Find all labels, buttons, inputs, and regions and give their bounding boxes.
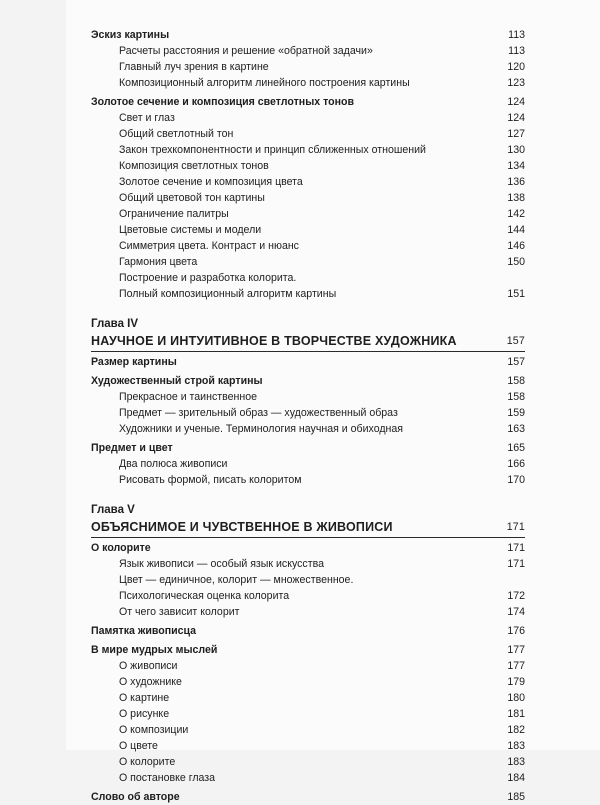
toc-subentry	[91, 222, 525, 238]
toc-subentry	[91, 142, 525, 158]
entry-title: Предмет — зрительный образ — художественный образ	[119, 407, 398, 419]
chapter-number: Глава V	[91, 504, 135, 516]
entry-title: Полный композиционный алгоритм картины	[119, 288, 337, 300]
entry-title: О цвете	[119, 740, 158, 752]
entry-page-number: 120	[507, 61, 525, 73]
toc-subentry	[91, 389, 525, 405]
toc-section-entry	[91, 623, 525, 639]
entry-page-number: 113	[508, 45, 525, 57]
chapter-gap	[91, 302, 525, 316]
entry-page-number: 159	[507, 407, 525, 419]
chapter-rule	[91, 537, 525, 538]
chapter-title-row	[91, 518, 525, 536]
entry-page-number: 181	[507, 708, 525, 720]
entry-title: Эскиз картины	[91, 29, 170, 41]
toc-subentry	[91, 270, 525, 286]
entry-page-number: 127	[507, 128, 525, 140]
entry-page-number: 172	[507, 590, 525, 602]
toc-block-chapter4	[91, 354, 525, 488]
entry-page-number: 150	[507, 256, 525, 268]
entry-title: Композиционный алгоритм линейного построения картины	[119, 77, 410, 89]
entry-page-number: 183	[507, 740, 525, 752]
chapter-title-row	[91, 332, 525, 350]
toc-section-entry	[91, 642, 525, 658]
toc-subentry	[91, 238, 525, 254]
entry-page-number: 165	[507, 442, 525, 454]
chapter-gap	[91, 488, 525, 502]
entry-title: Цветовые системы и модели	[119, 224, 262, 236]
chapter-page: 157	[506, 335, 525, 347]
chapter-4-heading	[91, 316, 525, 352]
toc-section-entry	[91, 440, 525, 456]
toc-subentry	[91, 722, 525, 738]
entry-title: Композиция светлотных тонов	[119, 160, 269, 172]
entry-page-number: 183	[507, 756, 525, 768]
entry-page-number: 158	[507, 391, 525, 403]
toc-section-entry	[91, 94, 525, 110]
entry-title: Общий цветовой тон картины	[119, 192, 265, 204]
entry-page-number: 182	[507, 724, 525, 736]
entry-title: Художественный строй картины	[91, 375, 263, 387]
toc-section-entry	[91, 373, 525, 389]
entry-title: О постановке глаза	[119, 772, 216, 784]
toc-subentry	[91, 658, 525, 674]
toc-subentry	[91, 75, 525, 91]
toc-subentry	[91, 158, 525, 174]
toc-block-chapter3	[91, 27, 525, 302]
entry-title: Психологическая оценка колорита	[119, 590, 290, 602]
chapter-title: НАУЧНОЕ И ИНТУИТИВНОЕ В ТВОРЧЕСТВЕ ХУДОЖНИКА	[91, 334, 457, 348]
entry-title: Размер картины	[91, 356, 177, 368]
entry-page-number: 124	[507, 112, 525, 124]
toc-subentry	[91, 604, 525, 620]
entry-title: Золотое сечение и композиция светлотных тонов	[91, 96, 354, 108]
toc-section-entry	[91, 27, 525, 43]
toc-subentry	[91, 556, 525, 572]
entry-page-number: 179	[507, 676, 525, 688]
toc-section-entry	[91, 354, 525, 370]
entry-title: О картине	[119, 692, 170, 704]
entry-page-number: 163	[507, 423, 525, 435]
toc-subentry	[91, 674, 525, 690]
table-of-contents	[91, 27, 525, 805]
entry-page-number: 136	[507, 176, 525, 188]
toc-section-entry	[91, 540, 525, 556]
entry-title: Построение и разработка колорита.	[119, 272, 297, 284]
entry-page-number: 170	[507, 474, 525, 486]
chapter-title: ОБЪЯСНИМОЕ И ЧУВСТВЕННОЕ В ЖИВОПИСИ	[91, 520, 393, 534]
toc-subentry	[91, 421, 525, 437]
entry-page-number: 174	[507, 606, 525, 618]
entry-page-number: 176	[507, 625, 525, 637]
entry-page-number: 158	[507, 375, 525, 387]
toc-subentry	[91, 43, 525, 59]
toc-subentry	[91, 572, 525, 588]
toc-subentry	[91, 754, 525, 770]
toc-subentry	[91, 472, 525, 488]
toc-subentry	[91, 738, 525, 754]
entry-page-number: 138	[507, 192, 525, 204]
entry-title: Прекрасное и таинственное	[119, 391, 257, 403]
toc-subentry	[91, 110, 525, 126]
entry-page-number: 177	[507, 660, 525, 672]
entry-title: О колорите	[119, 756, 176, 768]
entry-page-number: 171	[507, 558, 525, 570]
chapter-page: 171	[506, 521, 525, 533]
entry-page-number: 124	[507, 96, 525, 108]
entry-title: Главный луч зрения в картине	[119, 61, 269, 73]
entry-title: Слово об авторе	[91, 791, 180, 803]
chapter-5-heading	[91, 502, 525, 538]
entry-title: Общий светлотный тон	[119, 128, 234, 140]
toc-subentry	[91, 286, 525, 302]
entry-title: О художнике	[119, 676, 182, 688]
entry-title: В мире мудрых мыслей	[91, 644, 218, 656]
toc-subentry	[91, 126, 525, 142]
entry-title: Симметрия цвета. Контраст и нюанс	[119, 240, 299, 252]
entry-page-number: 146	[507, 240, 525, 252]
entry-title: Памятка живописца	[91, 625, 197, 637]
entry-title: О рисунке	[119, 708, 170, 720]
toc-subentry	[91, 254, 525, 270]
entry-title: Гармония цвета	[119, 256, 198, 268]
toc-subentry	[91, 706, 525, 722]
toc-block-chapter5	[91, 540, 525, 805]
toc-subentry	[91, 174, 525, 190]
toc-subentry	[91, 405, 525, 421]
entry-title: Цвет — единичное, колорит — множественное.	[119, 574, 354, 586]
entry-page-number: 142	[507, 208, 525, 220]
entry-title: Свет и глаз	[119, 112, 175, 124]
entry-title: Предмет и цвет	[91, 442, 173, 454]
entry-page-number: 177	[507, 644, 525, 656]
chapter-rule	[91, 351, 525, 352]
entry-title: Закон трехкомпонентности и принцип сближенных отношений	[119, 144, 426, 156]
entry-title: Язык живописи — особый язык искусства	[119, 558, 324, 570]
entry-title: О композиции	[119, 724, 189, 736]
entry-page-number: 151	[507, 288, 525, 300]
entry-page-number: 134	[507, 160, 525, 172]
entry-page-number: 144	[507, 224, 525, 236]
toc-subentry	[91, 690, 525, 706]
entry-page-number: 171	[507, 542, 525, 554]
entry-title: От чего зависит колорит	[119, 606, 240, 618]
entry-page-number: 184	[507, 772, 525, 784]
toc-subentry	[91, 588, 525, 604]
entry-title: Два полюса живописи	[119, 458, 228, 470]
toc-subentry	[91, 770, 525, 786]
entry-page-number: 185	[507, 791, 525, 803]
entry-page-number: 123	[507, 77, 525, 89]
entry-title: Золотое сечение и композиция цвета	[119, 176, 303, 188]
entry-page-number: 157	[507, 356, 525, 368]
entry-title: Художники и ученые. Терминология научная и обиходная	[119, 423, 404, 435]
entry-page-number: 166	[507, 458, 525, 470]
entry-page-number: 130	[507, 144, 525, 156]
entry-title: О живописи	[119, 660, 178, 672]
toc-subentry	[91, 206, 525, 222]
entry-page-number: 113	[508, 29, 525, 41]
toc-subentry	[91, 59, 525, 75]
entry-title: Расчеты расстояния и решение «обратной задачи»	[119, 45, 373, 57]
entry-title: Рисовать формой, писать колоритом	[119, 474, 302, 486]
toc-section-entry	[91, 789, 525, 805]
entry-title: Ограничение палитры	[119, 208, 229, 220]
toc-subentry	[91, 190, 525, 206]
chapter-number: Глава IV	[91, 318, 139, 330]
toc-subentry	[91, 456, 525, 472]
entry-title: О колорите	[91, 542, 151, 554]
entry-page-number: 180	[507, 692, 525, 704]
